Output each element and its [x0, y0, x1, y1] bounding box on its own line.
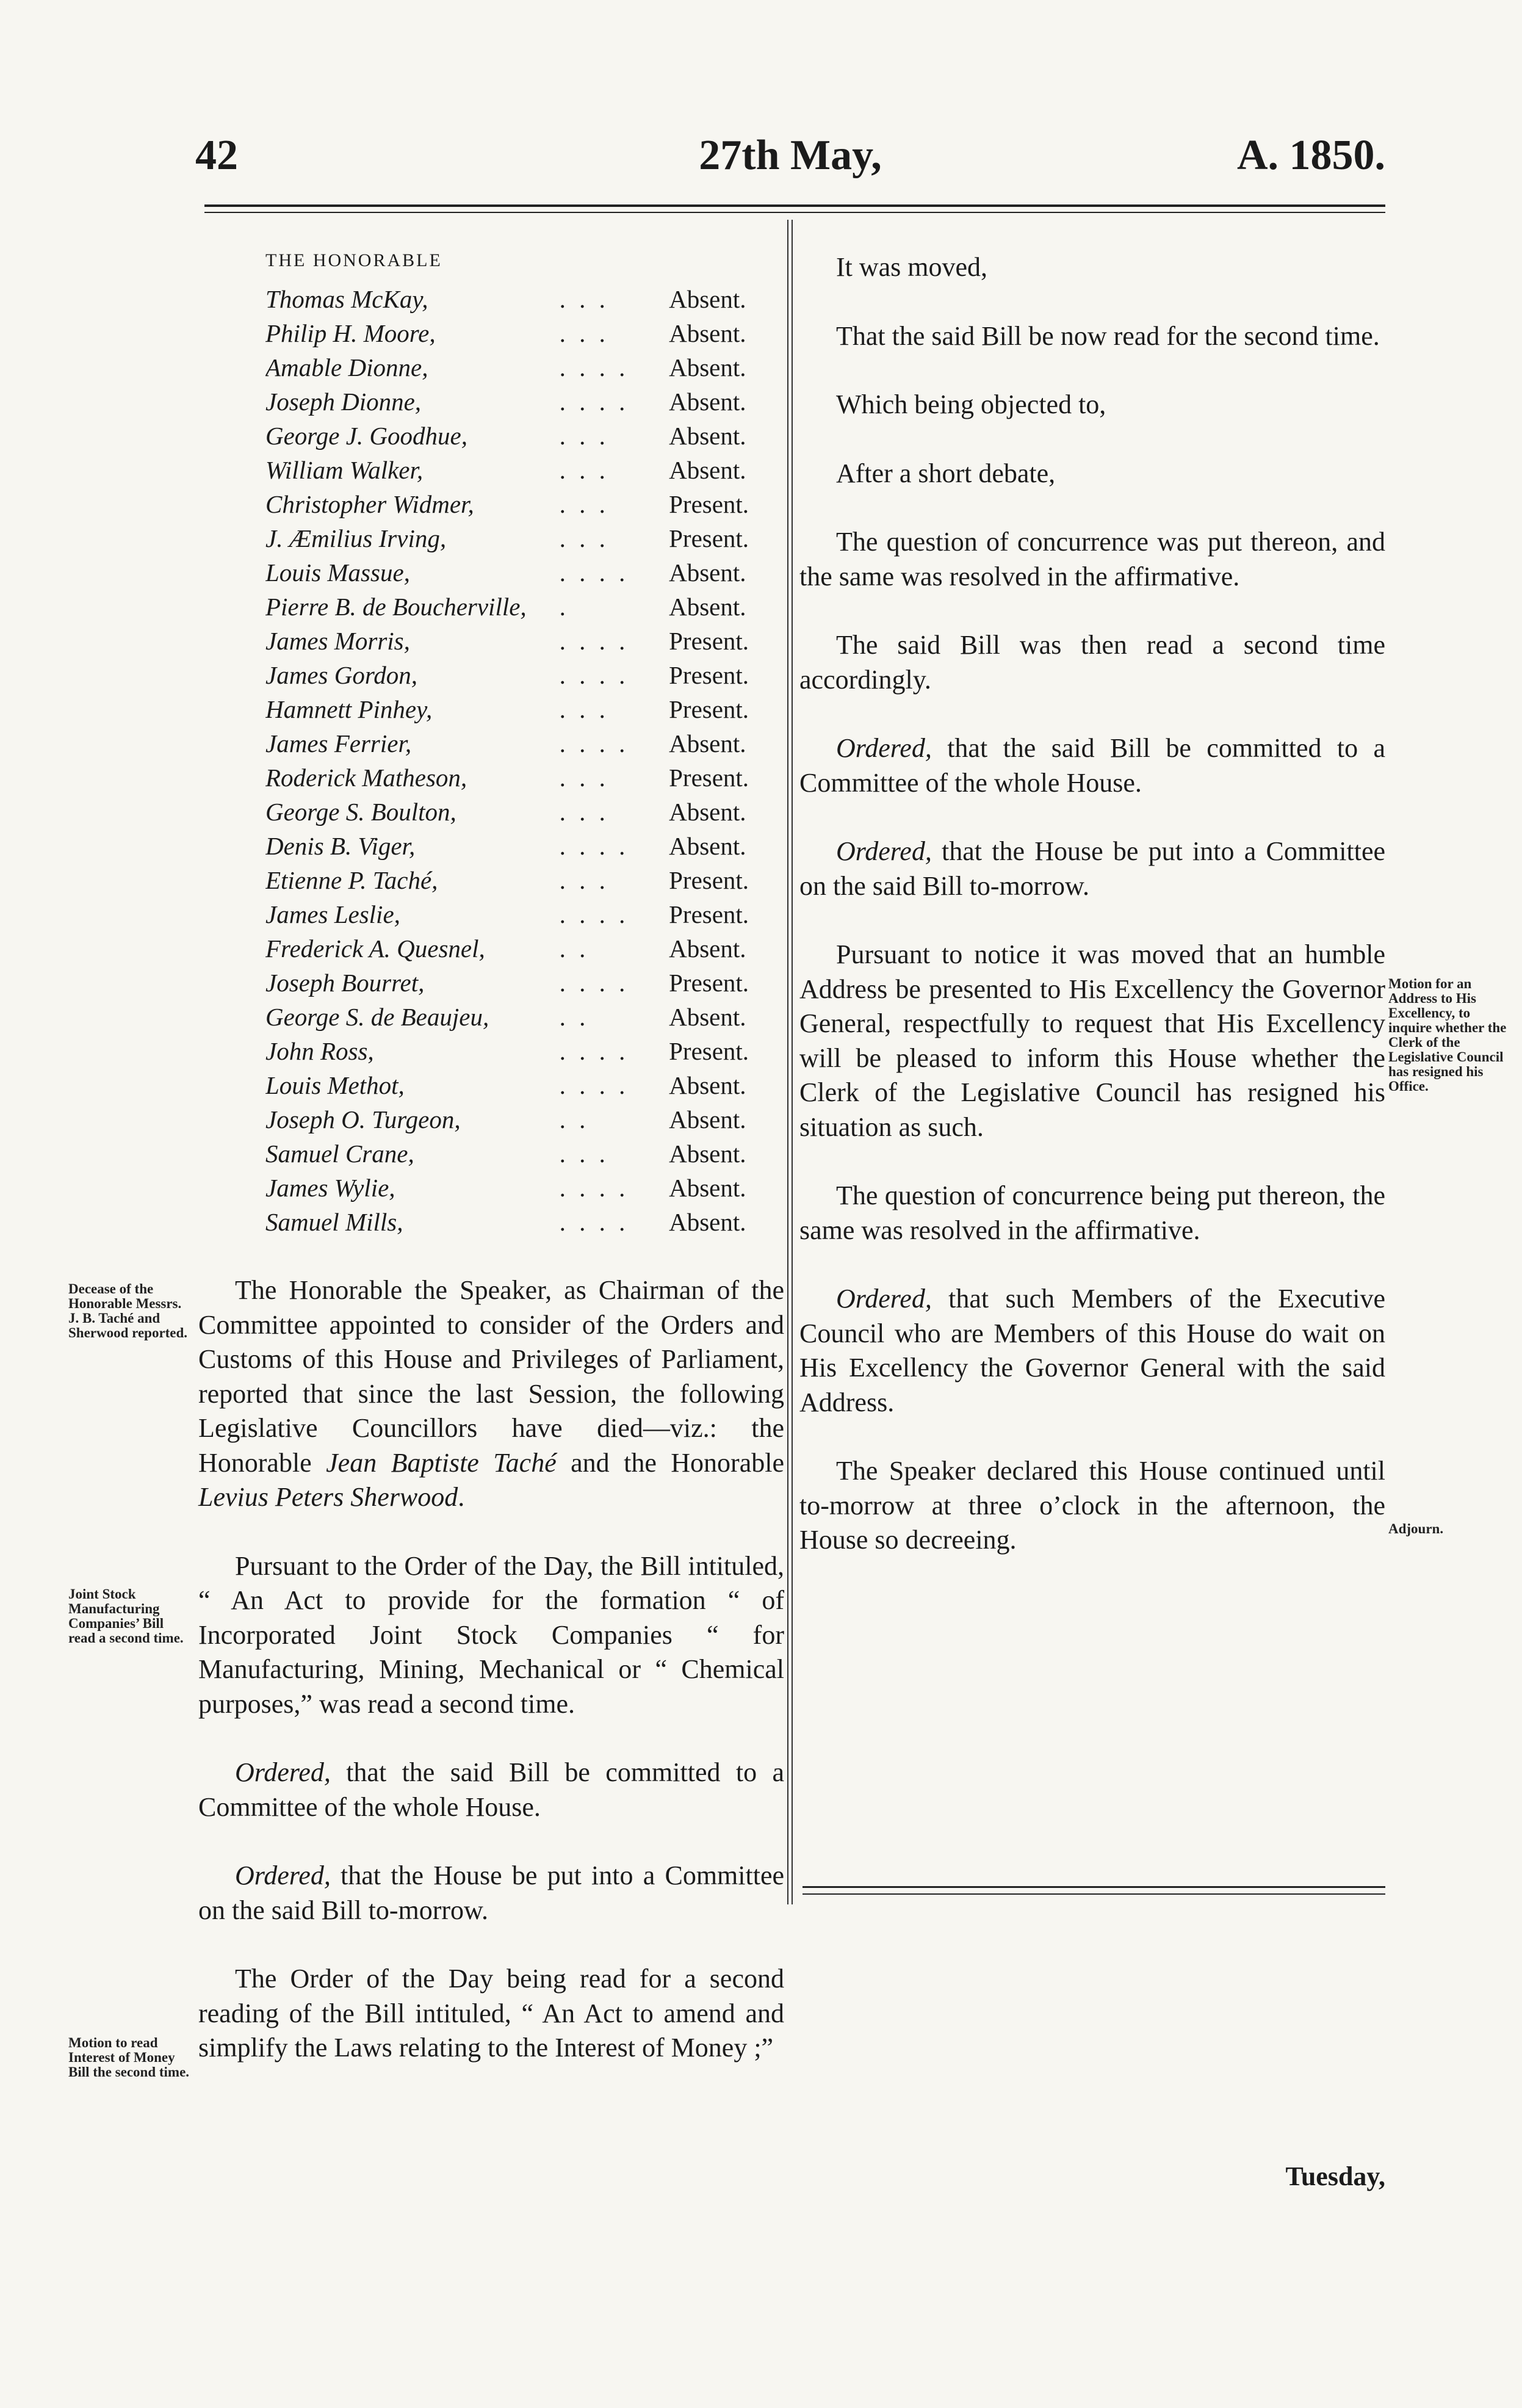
member-name: James Ferrier,	[265, 729, 412, 757]
page-number: 42	[195, 132, 238, 179]
attendance-status: Present.	[669, 695, 749, 723]
roll-row	[265, 966, 784, 1000]
attendance-status: Absent.	[669, 1174, 746, 1202]
attendance-status: Absent.	[669, 1140, 746, 1168]
leader-dots: . . .	[559, 1140, 609, 1168]
leader-dots: . . . .	[559, 1174, 629, 1202]
leader-dots: . .	[559, 935, 590, 963]
roll-row	[265, 897, 784, 931]
leader-dots: . . . .	[559, 353, 629, 381]
paragraph-text: that the said Bill be committed to a Committee of the whole House.	[799, 733, 1385, 798]
paragraph-text: and the Honorable	[556, 1447, 784, 1478]
member-name: Philip H. Moore,	[265, 319, 436, 347]
left-column	[198, 250, 784, 2066]
roll-row	[265, 555, 784, 590]
paragraph-concurrence: The question of concurrence was put thereon, and the same was resolved in the affirmative.	[799, 527, 1385, 591]
attendance-status: Absent.	[669, 456, 746, 484]
roll-row	[265, 726, 784, 761]
ordered-label: Ordered,	[836, 733, 932, 763]
member-name: James Gordon,	[265, 661, 418, 689]
paragraph-ordered-committee-right	[799, 731, 1385, 800]
member-name: William Walker,	[265, 456, 424, 484]
member-name: Louis Massue,	[265, 559, 410, 587]
end-rule-thin	[802, 1893, 1385, 1895]
attendance-status: Present.	[669, 627, 749, 655]
paragraph-adjourn: The Speaker declared this House continued until to-morrow at three o’clock in the afternoon, the House so decreeing.	[799, 1456, 1385, 1555]
leader-dots: . . .	[559, 490, 609, 518]
paragraph-text: that the House be put into a Committee on the said Bill to-morrow.	[198, 1860, 784, 1925]
roll-row	[265, 1171, 784, 1205]
leader-dots: . . . .	[559, 1208, 629, 1236]
member-name: Thomas McKay,	[265, 285, 428, 313]
member-name: James Morris,	[265, 627, 410, 655]
member-name: George J. Goodhue,	[265, 422, 467, 450]
ordered-label: Ordered,	[836, 836, 932, 866]
member-name: Roderick Matheson,	[265, 764, 467, 792]
header-rule	[204, 204, 1385, 207]
member-name: Christopher Widmer,	[265, 490, 474, 518]
margin-note-address: Motion for an Address to His Excellency, to inquire whether the Clerk of the Legislative Council has resigned his Office.	[1388, 976, 1507, 1094]
ordered-label: Ordered,	[235, 1860, 331, 1890]
leader-dots: . . .	[559, 456, 609, 484]
attendance-status: Absent.	[669, 832, 746, 860]
attendance-status: Absent.	[669, 422, 746, 450]
attendance-status: Absent.	[669, 729, 746, 757]
attendance-status: Present.	[669, 764, 749, 792]
paragraph-ordered-house	[198, 1859, 784, 1928]
roll-row	[265, 931, 784, 966]
member-name: Samuel Crane,	[265, 1140, 414, 1168]
attendance-status: Absent.	[669, 935, 746, 963]
roll-row	[265, 658, 784, 692]
paragraph-text: .	[458, 1482, 465, 1512]
roll-row	[265, 419, 784, 453]
leader-dots: . . . .	[559, 661, 629, 689]
catchword: Tuesday,	[1285, 2161, 1385, 2191]
attendance-status: Present.	[669, 1037, 749, 1065]
member-name: George S. de Beaujeu,	[265, 1003, 489, 1031]
column-divider-second	[792, 220, 793, 1904]
member-name: Pierre B. de Boucherville,	[265, 593, 527, 621]
roll-row	[265, 453, 784, 487]
paragraph-executive-council	[799, 1282, 1385, 1420]
roll-row	[265, 1034, 784, 1068]
paragraph-text: that such Members of the Executive Council who are Members of this House do wait on His Excellency the Governor General with the said Address.	[799, 1284, 1385, 1417]
attendance-status: Present.	[669, 490, 749, 518]
paragraph-interest-bill: The Order of the Day being read for a second reading of the Bill intituled, “ An Act to amend and simplify the Laws relating to the Interest of Money ;”	[198, 1964, 784, 2063]
member-name: Etienne P. Taché,	[265, 866, 438, 894]
attendance-status: Absent.	[669, 353, 746, 381]
member-name: Joseph Dionne,	[265, 388, 422, 416]
paragraph-concurrence-address: The question of concurrence being put thereon, the same was resolved in the affirmative.	[799, 1180, 1385, 1245]
member-name: George S. Boulton,	[265, 798, 456, 826]
attendance-status: Absent.	[669, 388, 746, 416]
roll-row	[265, 795, 784, 829]
attendance-status: Present.	[669, 866, 749, 894]
attendance-status: Absent.	[669, 1208, 746, 1236]
leader-dots: . . .	[559, 764, 609, 792]
roll-row	[265, 316, 784, 350]
person-name: Jean Baptiste Taché	[326, 1447, 557, 1478]
leader-dots: . . .	[559, 524, 609, 552]
page-date: 27th May,	[699, 132, 882, 179]
leader-dots: . . . .	[559, 388, 629, 416]
roll-row	[265, 1102, 784, 1137]
leader-dots: . . .	[559, 319, 609, 347]
roll-row	[265, 282, 784, 316]
roll-row	[265, 761, 784, 795]
leader-dots: . . . .	[559, 559, 629, 587]
paragraph-address-motion: Pursuant to notice it was moved that an humble Address be presented to His Excellency the Governor General, respectfully to request that His Excellency will be pleased to inform this House whether the Clerk of the Legislative Council has resigned his situation as such.	[799, 939, 1385, 1142]
leader-dots: . . .	[559, 422, 609, 450]
roll-list	[198, 282, 784, 1239]
right-column	[799, 250, 1385, 1558]
paragraph-text: The Honorable the Speaker, as Chairman of the Committee appointed to consider of the Orders and Customs of this House and Privileges of Parliament, reported that since the last Session, the following Legislative Councillors have died—viz.: the Honorable	[198, 1275, 784, 1478]
roll-row	[265, 829, 784, 863]
member-name: James Wylie,	[265, 1174, 395, 1202]
ordered-label: Ordered,	[235, 1757, 331, 1787]
leader-dots: . . .	[559, 798, 609, 826]
attendance-status: Present.	[669, 900, 749, 928]
member-name: Samuel Mills,	[265, 1208, 403, 1236]
attendance-status: Absent.	[669, 1105, 746, 1133]
leader-dots: . . .	[559, 866, 609, 894]
roll-row	[265, 1137, 784, 1171]
page-header	[195, 131, 1385, 192]
roll-label: THE HONORABLE	[265, 250, 442, 270]
paragraph-joint-stock: Pursuant to the Order of the Day, the Bill intituled, “ An Act to provide for the formation “ of Incorporated Joint Stock Companies “ for Manufacturing, Mining, Mechanical or “ Chemical purposes,” was read a second time.	[198, 1550, 784, 1719]
leader-dots: . . .	[559, 285, 609, 313]
end-rule	[802, 1886, 1385, 1888]
leader-dots: . .	[559, 1003, 590, 1031]
roll-row	[265, 1068, 784, 1102]
ordered-label: Ordered,	[836, 1284, 932, 1314]
attendance-status: Absent.	[669, 798, 746, 826]
leader-dots: .	[559, 593, 569, 621]
roll-row	[265, 487, 784, 521]
paragraph-second-reading: That the said Bill be now read for the second time.	[836, 320, 1380, 351]
leader-dots: . . . .	[559, 832, 629, 860]
member-name: Amable Dionne,	[265, 353, 428, 381]
member-name: Joseph O. Turgeon,	[265, 1105, 461, 1133]
roll-row	[265, 1205, 784, 1239]
paragraph-read-second: The said Bill was then read a second time accordingly.	[799, 630, 1385, 695]
attendance-status: Present.	[669, 524, 749, 552]
member-name: James Leslie,	[265, 900, 400, 928]
member-name: Hamnett Pinhey,	[265, 695, 433, 723]
paragraph-decease	[198, 1273, 784, 1515]
paragraph-text: that the House be put into a Committee on the said Bill to-morrow.	[799, 836, 1385, 901]
attendance-status: Absent.	[669, 559, 746, 587]
leader-dots: . .	[559, 1105, 590, 1133]
person-name: Levius Peters Sherwood	[198, 1482, 458, 1512]
paragraph-ordered-committee	[198, 1755, 784, 1824]
roll-row	[265, 624, 784, 658]
paragraph-text: that the said Bill be committed to a Committee of the whole House.	[198, 1757, 784, 1822]
member-name: Joseph Bourret,	[265, 969, 425, 997]
margin-note-interest-bill: Motion to read Interest of Money Bill the second time.	[68, 2035, 190, 2080]
attendance-status: Absent.	[669, 319, 746, 347]
paragraph-objected: Which being objected to,	[836, 389, 1106, 419]
header-rule-thin	[204, 212, 1385, 213]
member-name: Frederick A. Quesnel,	[265, 935, 485, 963]
roll-row	[265, 590, 784, 624]
leader-dots: . . .	[559, 695, 609, 723]
attendance-status: Absent.	[669, 1071, 746, 1099]
member-name: Denis B. Viger,	[265, 832, 416, 860]
paragraph-debate: After a short debate,	[836, 458, 1056, 488]
margin-note-adjourn: Adjourn.	[1388, 1521, 1444, 1536]
member-name: J. Æmilius Irving,	[265, 524, 447, 552]
leader-dots: . . . .	[559, 729, 629, 757]
attendance-status: Absent.	[669, 285, 746, 313]
leader-dots: . . . .	[559, 627, 629, 655]
margin-note-decease: Decease of the Honorable Messrs. J. B. Taché and Sherwood reported.	[68, 1281, 188, 1340]
roll-row	[265, 863, 784, 897]
attendance-status: Present.	[669, 969, 749, 997]
roll-row	[265, 385, 784, 419]
paragraph-moved: It was moved,	[836, 252, 988, 282]
attendance-status: Absent.	[669, 593, 746, 621]
attendance-status: Present.	[669, 661, 749, 689]
member-name: Louis Methot,	[265, 1071, 405, 1099]
leader-dots: . . . .	[559, 1037, 629, 1065]
roll-row	[265, 350, 784, 385]
roll-row	[265, 692, 784, 726]
attendance-status: Absent.	[669, 1003, 746, 1031]
leader-dots: . . . .	[559, 1071, 629, 1099]
page-year: A. 1850.	[1236, 132, 1385, 179]
member-name: John Ross,	[265, 1037, 374, 1065]
roll-row	[265, 1000, 784, 1034]
roll-row	[265, 521, 784, 555]
column-divider	[787, 220, 788, 1904]
margin-note-joint-stock: Joint Stock Manufacturing Companies’ Bill read a second time.	[68, 1586, 184, 1646]
paragraph-ordered-house-right	[799, 834, 1385, 903]
leader-dots: . . . .	[559, 969, 629, 997]
leader-dots: . . . .	[559, 900, 629, 928]
